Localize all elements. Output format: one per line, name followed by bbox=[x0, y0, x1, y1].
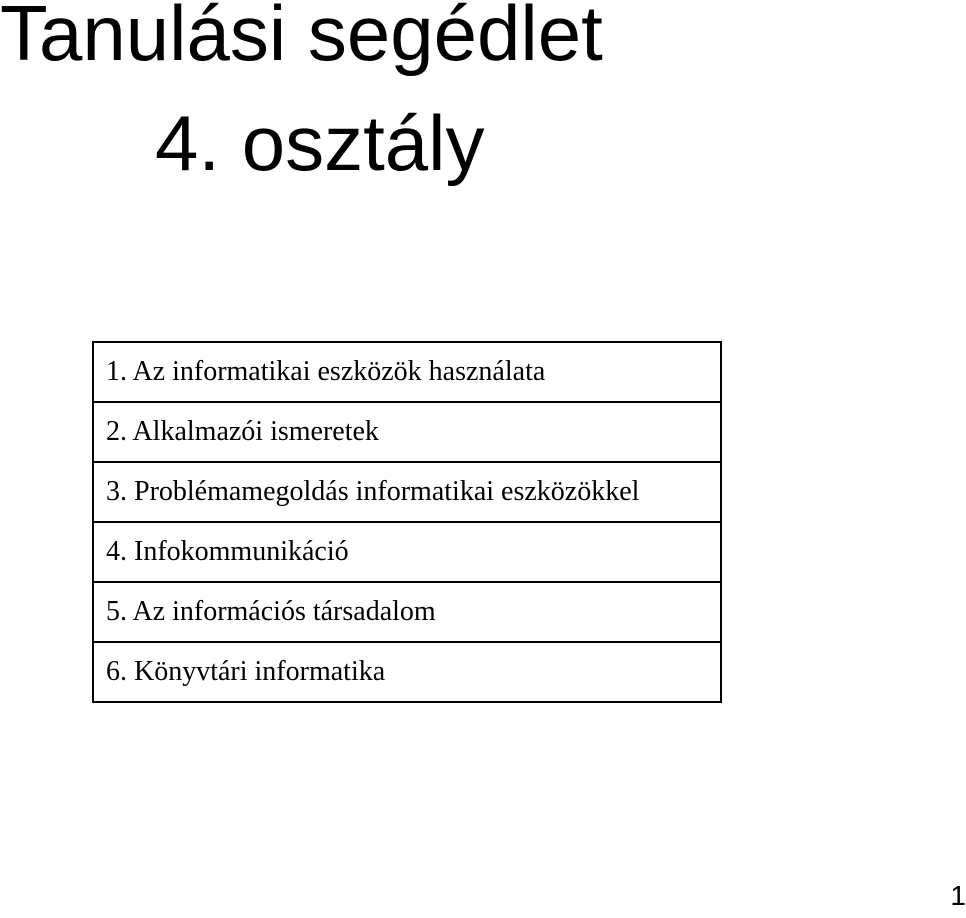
topic-cell-4: 4. Infokommunikáció bbox=[93, 522, 721, 582]
table-row bbox=[93, 582, 721, 642]
table-row bbox=[93, 642, 721, 702]
topic-cell-2: 2. Alkalmazói ismeretek bbox=[93, 402, 721, 462]
table-row bbox=[93, 462, 721, 522]
topics-table bbox=[92, 341, 722, 703]
page-number: 1 bbox=[950, 880, 966, 911]
page-title-line-1: Tanulási segédlet bbox=[0, 0, 603, 77]
topic-cell-6: 6. Könyvtári informatika bbox=[93, 642, 721, 702]
table-row bbox=[93, 402, 721, 462]
topic-cell-3: 3. Problémamegoldás informatikai eszközökkel bbox=[93, 462, 721, 522]
table-row bbox=[93, 342, 721, 402]
page-title-line-2: 4. osztály bbox=[155, 99, 485, 187]
table-row bbox=[93, 522, 721, 582]
topic-cell-1: 1. Az informatikai eszközök használata bbox=[93, 342, 721, 402]
topic-cell-5: 5. Az információs társadalom bbox=[93, 582, 721, 642]
